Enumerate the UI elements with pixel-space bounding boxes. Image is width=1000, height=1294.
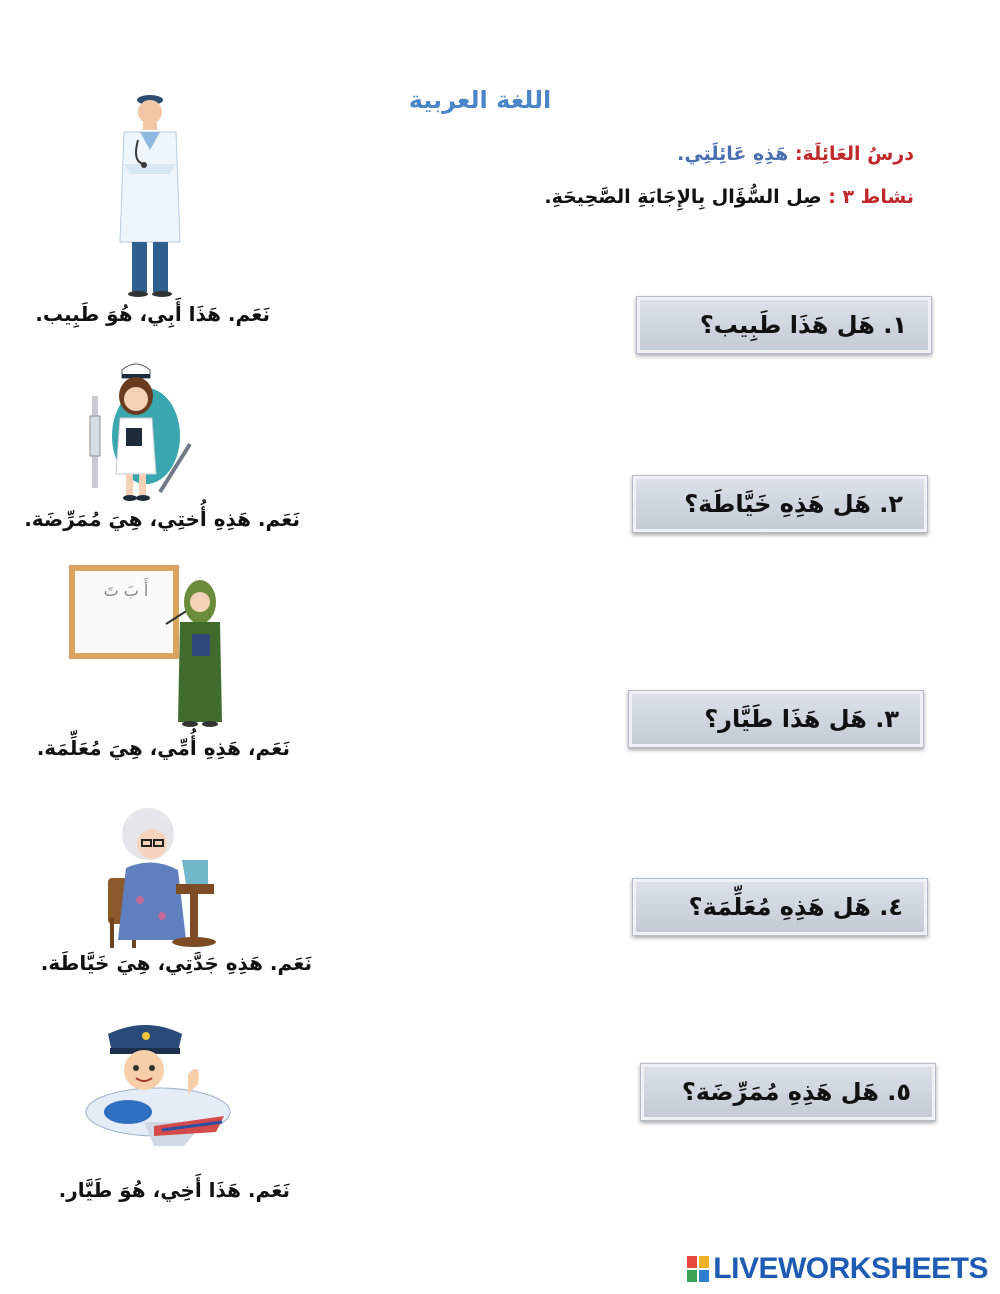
- question-box-5[interactable]: [640, 1063, 936, 1121]
- question-box-1[interactable]: [636, 296, 932, 354]
- question-text: ٤. هَل هَذِهِ مُعَلِّمَة؟: [688, 893, 903, 921]
- answer-text-1[interactable]: نَعَم. هَذَا أَبِي، هُوَ طَبِيب.: [35, 302, 270, 326]
- doctor-illustration: [110, 92, 190, 297]
- answer-text-3[interactable]: نَعَم، هَذِهِ أُمِّي، هِيَ مُعَلِّمَة.: [36, 736, 290, 760]
- pilot-illustration: [84, 1020, 238, 1154]
- teacher-illustration: [70, 566, 228, 728]
- answer-text-2[interactable]: نَعَم. هَذِهِ أُختِي، هِيَ مُمَرِّضَة.: [24, 507, 300, 531]
- question-text: ٣. هَل هَذَا طَيَّار؟: [704, 705, 899, 733]
- activity-value: صِل السُّؤَال بِالإِجَابَةِ الصَّحِيحَةِ.: [544, 186, 822, 208]
- activity-instruction: [544, 186, 914, 208]
- page-title: اللغة العربية: [408, 86, 552, 114]
- lesson-label: درسُ العَائِلَة:: [794, 143, 914, 165]
- question-box-3[interactable]: [628, 690, 924, 748]
- brand-name: LIVEWORKSHEETS: [713, 1252, 988, 1285]
- question-box-4[interactable]: [632, 878, 928, 936]
- question-text: ١. هَل هَذَا طَبِيب؟: [699, 311, 907, 339]
- nurse-illustration: [86, 356, 198, 502]
- question-text: ٥. هَل هَذِهِ مُمَرِّضَة؟: [681, 1078, 911, 1106]
- liveworksheets-mark-icon: [687, 1256, 709, 1282]
- activity-label: نشاط ٣ :: [828, 186, 914, 208]
- question-box-2[interactable]: [632, 475, 928, 533]
- grandmother-illustration: [104, 800, 228, 950]
- answer-text-4[interactable]: نَعَم. هَذِهِ جَدَّتِي، هِيَ خَيَّاطَة.: [40, 951, 312, 975]
- board-letters: أَ بَ تَ: [103, 581, 149, 600]
- liveworksheets-logo: [687, 1252, 988, 1286]
- answer-text-5[interactable]: نَعَم. هَذَا أَخِي، هُوَ طَيَّار.: [58, 1178, 290, 1202]
- question-text: ٢. هَل هَذِهِ خَيَّاطَة؟: [684, 490, 903, 518]
- lesson-value: هَذِهِ عَائِلَتِي.: [677, 143, 789, 165]
- lesson-heading: [677, 143, 914, 165]
